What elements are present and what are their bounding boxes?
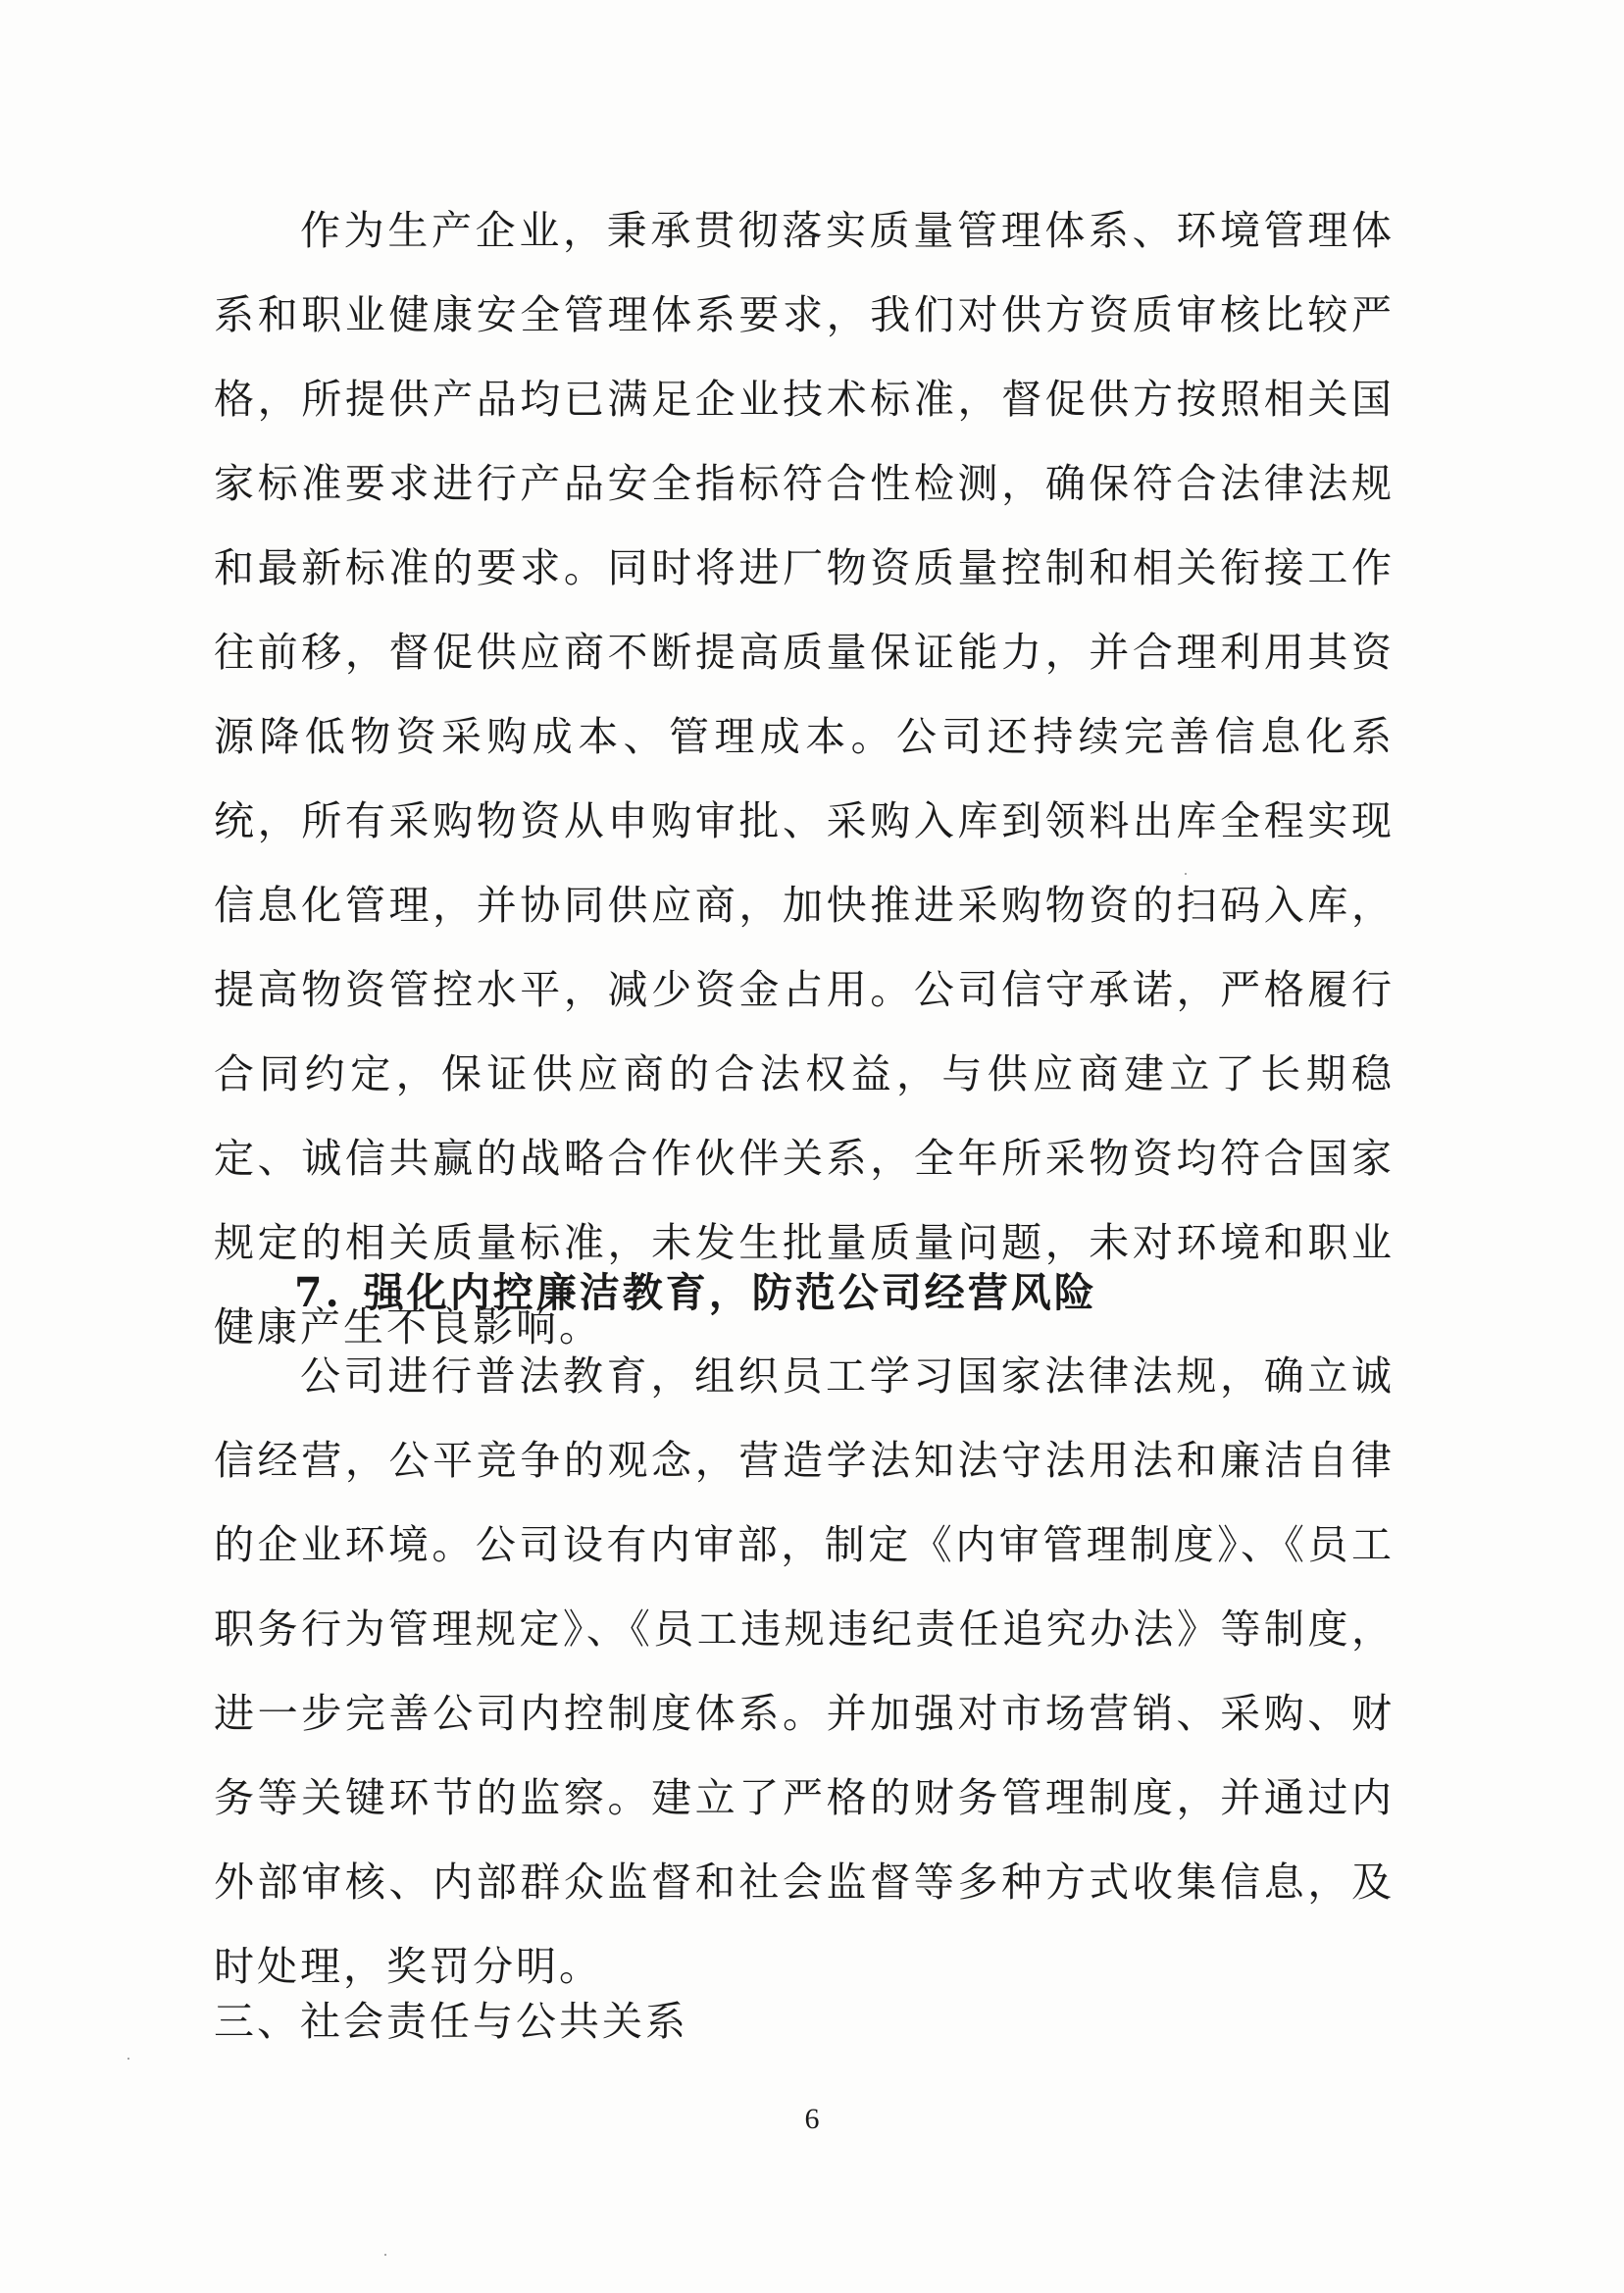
paragraph-supplier-management: 作为生产企业，秉承贯彻落实质量管理体系、环境管理体系和职业健康安全管理体系要求，我们对供方资质审核比较严格，所提供产品均已满足企业技术标准，督促供方按照相关国家标准要求进行产品安全指标符合性检测，确保符合法律法规和最新标准的要求。同时将进厂物资质量控制和相关衔接工作往前移，督促供应商不断提高质量保证能力，并合理利用其资源降低物资采购成本、管理成本。公司还持续完善信息化系统，所有采购物资从申购审批、采购入库到领料出库全程实现信息化管理，并协同供应商，加快推进采购物资的扫码入库，提高物资管控水平，减少资金占用。公司信守承诺，严格履行合同约定，保证供应商的合法权益，与供应商建立了长期稳定、诚信共赢的战略合作伙伴关系，全年所采物资均符合国家规定的相关质量标准，未发生批量质量问题，未对环境和职业健康产生不良影响。 (214, 207, 1395, 1350)
scan-speck (127, 2058, 129, 2060)
subsection-heading-7 (294, 1250, 1097, 1335)
scan-speck (1185, 873, 1187, 875)
scan-speck (384, 2254, 386, 2256)
paragraph-internal-control: 公司进行普法教育，组织员工学习国家法律法规，确立诚信经营，公平竞争的观念，营造学法知法守法用法和廉洁自律的企业环境。公司设有内审部，制定《内审管理制度》、《员工职务行为管理规定》、《员工违规违纪责任追究办法》等制度，进一步完善公司内控制度体系。并加强对市场营销、采购、财务等关键环节的监察。建立了严格的财务管理制度，并通过内外部审核、内部群众监督和社会监督等多种方式收集信息，及时处理，奖罚分明。 (214, 1352, 1395, 1990)
subsection-title: 强化内控廉洁教育，防范公司经营风险 (363, 1269, 1097, 1316)
subsection-number: 7. (294, 1269, 342, 1316)
page-number: 6 (804, 2103, 820, 2135)
section-heading-social-responsibility: 三、社会责任与公共关系 (214, 1998, 688, 2045)
